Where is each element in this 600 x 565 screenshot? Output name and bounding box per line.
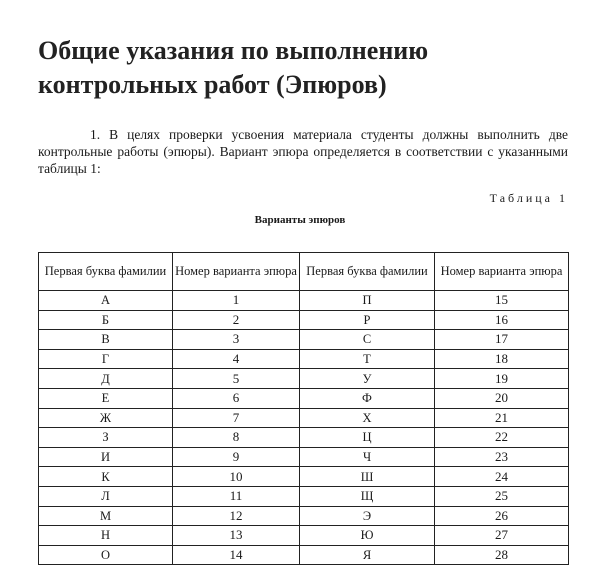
cell-variant-number: 16 (435, 310, 569, 330)
table-row (39, 369, 569, 389)
table-row (39, 291, 569, 311)
cell-variant-number: 1 (173, 291, 300, 311)
header-variant-number-2: Номер варианта эпюра (435, 253, 569, 291)
cell-letter: К (39, 467, 173, 487)
cell-variant-number: 10 (173, 467, 300, 487)
cell-letter: Я (300, 545, 435, 565)
table-row (39, 349, 569, 369)
variants-table (38, 252, 569, 565)
table-number-label: Таблица 1 (489, 191, 568, 205)
header-first-letter-2: Первая буква фамилии (300, 253, 435, 291)
cell-variant-number: 14 (173, 545, 300, 565)
cell-letter: З (39, 428, 173, 448)
table-row (39, 428, 569, 448)
cell-variant-number: 12 (173, 506, 300, 526)
cell-letter: С (300, 330, 435, 350)
title-line-2: контрольных работ (Эпюров) (38, 70, 387, 99)
table-body (39, 291, 569, 565)
cell-letter: И (39, 447, 173, 467)
cell-letter: О (39, 545, 173, 565)
cell-variant-number: 13 (173, 526, 300, 546)
cell-letter: Л (39, 486, 173, 506)
cell-variant-number: 17 (435, 330, 569, 350)
cell-letter: Ж (39, 408, 173, 428)
table-row (39, 467, 569, 487)
table-row (39, 486, 569, 506)
cell-variant-number: 22 (435, 428, 569, 448)
cell-variant-number: 8 (173, 428, 300, 448)
cell-letter: Ш (300, 467, 435, 487)
cell-letter: Н (39, 526, 173, 546)
header-variant-number-1: Номер варианта эпюра (173, 253, 300, 291)
cell-letter: Г (39, 349, 173, 369)
title-line-1: Общие указания по выполнению (38, 36, 429, 65)
cell-letter: Р (300, 310, 435, 330)
cell-letter: В (39, 330, 173, 350)
cell-letter: Ф (300, 388, 435, 408)
cell-variant-number: 3 (173, 330, 300, 350)
cell-variant-number: 19 (435, 369, 569, 389)
intro-paragraph (38, 126, 568, 177)
cell-letter: Ю (300, 526, 435, 546)
cell-letter: Щ (300, 486, 435, 506)
cell-variant-number: 18 (435, 349, 569, 369)
cell-letter: Д (39, 369, 173, 389)
cell-letter: У (300, 369, 435, 389)
cell-variant-number: 26 (435, 506, 569, 526)
cell-letter: Х (300, 408, 435, 428)
cell-variant-number: 23 (435, 447, 569, 467)
cell-variant-number: 20 (435, 388, 569, 408)
table-row (39, 526, 569, 546)
table-row (39, 310, 569, 330)
table-caption: Варианты эпюров (254, 214, 346, 226)
table-row (39, 388, 569, 408)
cell-variant-number: 7 (173, 408, 300, 428)
cell-variant-number: 28 (435, 545, 569, 565)
cell-variant-number: 6 (173, 388, 300, 408)
cell-variant-number: 27 (435, 526, 569, 546)
cell-variant-number: 11 (173, 486, 300, 506)
cell-variant-number: 4 (173, 349, 300, 369)
cell-variant-number: 15 (435, 291, 569, 311)
cell-variant-number: 25 (435, 486, 569, 506)
cell-letter: Ц (300, 428, 435, 448)
table-header-row (39, 253, 569, 291)
table-row (39, 408, 569, 428)
cell-letter: Т (300, 349, 435, 369)
cell-variant-number: 21 (435, 408, 569, 428)
cell-letter: М (39, 506, 173, 526)
cell-letter: Э (300, 506, 435, 526)
cell-letter: А (39, 291, 173, 311)
cell-variant-number: 5 (173, 369, 300, 389)
cell-letter: Ч (300, 447, 435, 467)
table-row (39, 506, 569, 526)
cell-letter: Б (39, 310, 173, 330)
intro-text: 1. В целях проверки усвоения материала студенты должны выполнить две контрольные работы (эпюры). Вариант эпюра определяется в соответствии с указанными таблицы 1: (38, 127, 568, 176)
cell-variant-number: 24 (435, 467, 569, 487)
page-title (38, 34, 578, 102)
cell-variant-number: 9 (173, 447, 300, 467)
table-row (39, 330, 569, 350)
header-first-letter-1: Первая буква фамилии (39, 253, 173, 291)
cell-variant-number: 2 (173, 310, 300, 330)
table-row (39, 447, 569, 467)
cell-letter: Е (39, 388, 173, 408)
cell-letter: П (300, 291, 435, 311)
